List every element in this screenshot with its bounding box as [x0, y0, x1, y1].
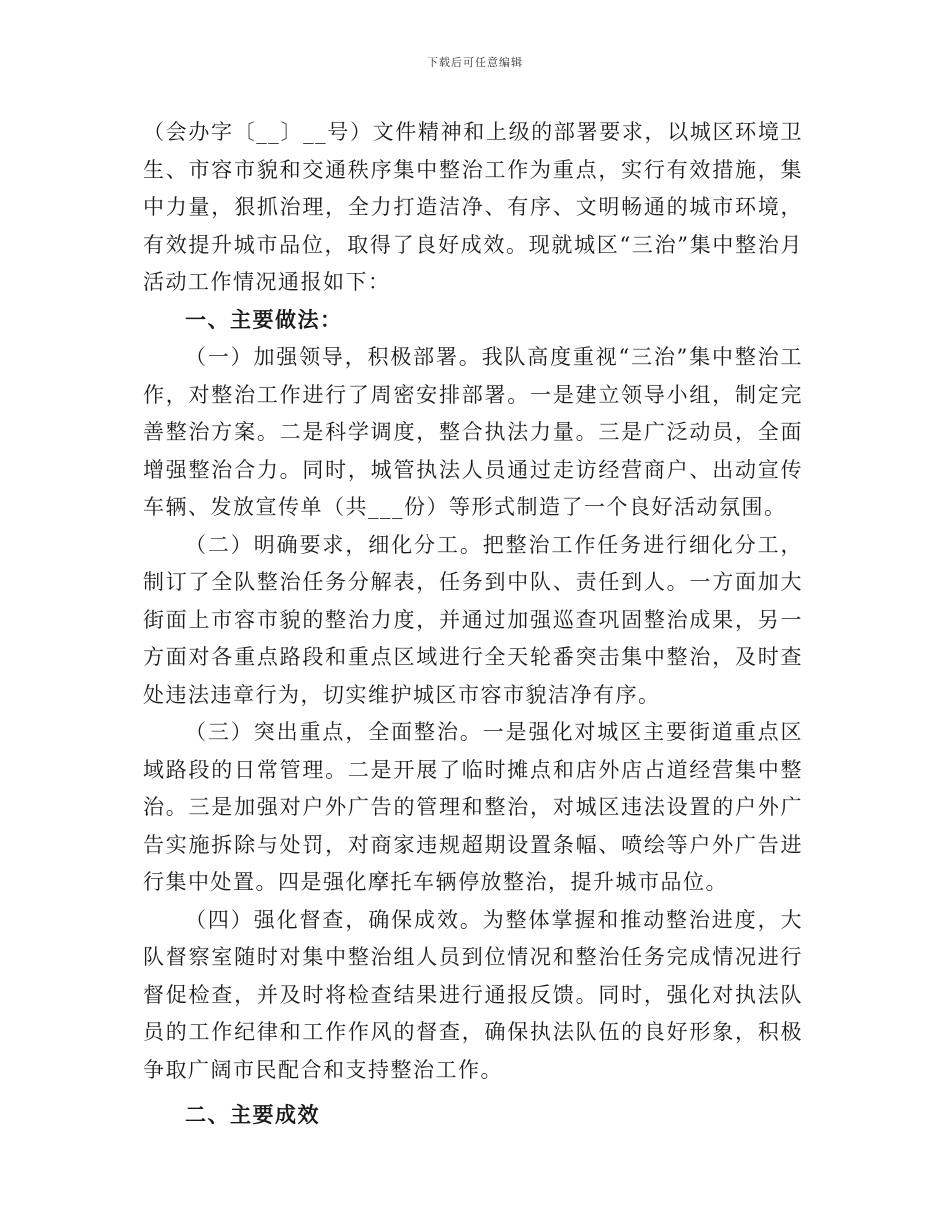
section-heading-1: 一、主要做法：: [185, 307, 343, 332]
paragraph-3: （三）突出重点，全面整治。一是强化对城区主要街道重点区域路段的日常管理。二是开展了临时摊点和店外店占道经营集中整治。三是加强对户外广告的管理和整治，对城区违法设置的户外广告实施拆除与处罚，对商家违规超期设置条幅、喷绘等户外广告进行集中处置。四是强化摩托车辆停放整治，提升城市品位。: [143, 720, 803, 894]
paragraph-4: （四）强化督查，确保成效。为整体掌握和推动整治进度，大队督察室随时对集中整治组人员到位情况和整治任务完成情况进行督促检查，并及时将检查结果进行通报反馈。同时，强化对执法队员的工作纪律和工作作风的督查，确保执法队伍的良好形象，积极争取广阔市民配合和支持整治工作。: [143, 907, 803, 1082]
document-body: [143, 114, 803, 1135]
paragraph-1: （一）加强领导，积极部署。我队高度重视“三治”集中整治工作，对整治工作进行了周密安排部署。一是建立领导小组，制定完善整治方案。二是科学调度，整合执法力量。三是广泛动员，全面增强整治合力。同时，城管执法人员通过走访经营商户、出动宣传车辆、发放宣传单（共___份）等形式制造了一个良好活动氛围。: [143, 345, 803, 519]
intro-paragraph: （会办字〔__〕__号）文件精神和上级的部署要求，以城区环境卫生、市容市貌和交通秩序集中整治工作为重点，实行有效措施，集中力量，狠抓治理，全力打造洁净、有序、文明畅通的城市环境，有效提升城市品位，取得了良好成效。现就城区“三治”集中整治月活动工作情况通报如下：: [143, 120, 803, 294]
paragraph-2: （二）明确要求，细化分工。把整治工作任务进行细化分工，制订了全队整治任务分解表，任务到中队、责任到人。一方面加大街面上市容市貌的整治力度，并通过加强巡查巩固整治成果，另一方面对各重点路段和重点区域进行全天轮番突击集中整治，及时查处违法违章行为，切实维护城区市容市貌洁净有序。: [143, 532, 803, 707]
page-header: 下载后可任意编辑: [427, 56, 523, 69]
section-heading-2: 二、主要成效: [185, 1103, 320, 1127]
